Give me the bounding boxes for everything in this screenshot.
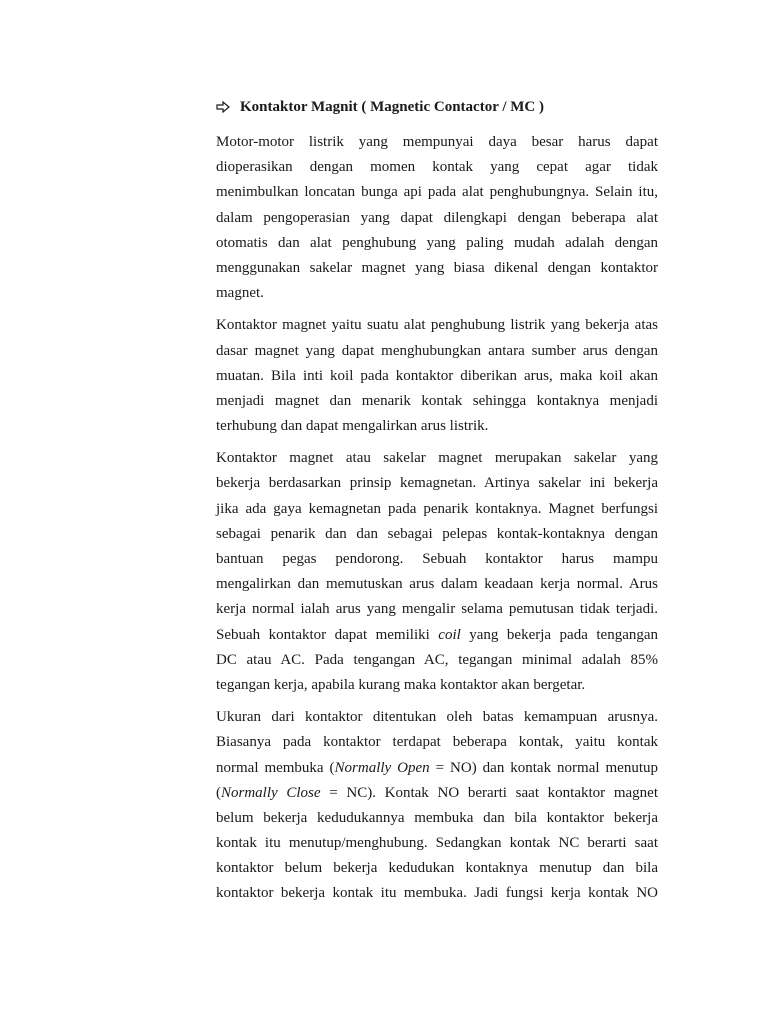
section-heading-text: Kontaktor Magnit ( Magnetic Contactor / MC ) (240, 99, 544, 115)
text-line: dioperasikan dengan momen kontak yang cepat agar tidak (216, 159, 658, 176)
text-line: sebagai penarik dan dan sebagai pelepas kontak-kontaknya dengan (216, 525, 658, 542)
text-line: menimbulkan loncatan bunga api pada alat penghubungnya. Selain itu, (216, 184, 658, 201)
arrow-right-icon (216, 101, 230, 113)
text-line: menjadi magnet dan menarik kontak sehingga kontaknya menjadi (216, 392, 658, 409)
text-line: dasar magnet yang dapat menghubungkan antara sumber arus dengan (216, 342, 658, 359)
text-line: DC atau AC. Pada tengangan AC, tegangan minimal adalah 85% (216, 651, 658, 668)
document-page (216, 96, 658, 914)
text-line (216, 623, 658, 648)
italic-term: Normally Close (221, 784, 321, 801)
text-line: muatan. Bila inti koil pada kontaktor diberikan arus, maka koil akan (216, 367, 658, 384)
text-run: Sebuah kontaktor dapat memiliki (216, 626, 439, 643)
section-heading (216, 96, 658, 118)
text-line: belum bekerja kedudukannya membuka dan bila kontaktor bekerja (216, 809, 658, 826)
text-line: magnet. (216, 285, 264, 302)
text-line: menggunakan sakelar magnet yang biasa dikenal dengan kontaktor (216, 259, 658, 276)
text-line: otomatis dan alat penghubung yang paling mudah adalah dengan (216, 234, 658, 251)
text-run: = NC). Kontak NO berarti saat kontaktor magnet (320, 784, 658, 801)
text-run: ( (216, 784, 221, 801)
text-line: bantuan pegas pendorong. Sebuah kontaktor harus mampu (216, 551, 658, 567)
italic-term: Normally Open (334, 759, 430, 776)
text-line: Kontaktor magnet atau sakelar magnet merupakan sakelar yang (216, 450, 658, 467)
paragraph (216, 446, 658, 698)
text-line: terhubung dan dapat mengalirkan arus listrik. (216, 418, 489, 435)
text-run: yang bekerja pada tengangan (460, 626, 659, 643)
text-line: kontak itu menutup/menghubung. Sedangkan kontak NC berarti saat (216, 835, 658, 852)
text-line: bekerja berdasarkan prinsip kemagnetan. Artinya sakelar ini bekerja (216, 475, 658, 492)
text-run: = NO) dan kontak normal menutup (429, 759, 658, 776)
text-run: normal membuka ( (216, 759, 335, 776)
text-line: jika ada gaya kemagnetan pada penarik kontaknya. Magnet berfungsi (216, 500, 658, 517)
text-line: Biasanya pada kontaktor terdapat beberapa kontak, yaitu kontak (216, 734, 658, 751)
text-line: dalam pengoperasian yang dapat dilengkapi dengan beberapa alat (216, 209, 658, 226)
text-line: Ukuran dari kontaktor ditentukan oleh batas kemampuan arusnya. (216, 709, 658, 726)
text-line: Kontaktor magnet yaitu suatu alat penghubung listrik yang bekerja atas (216, 317, 658, 334)
paragraph (216, 130, 658, 306)
italic-term: coil (438, 626, 461, 643)
text-line: kerja normal ialah arus yang mengalir selama pemutusan tidak terjadi. (216, 601, 658, 618)
paragraph (216, 705, 658, 907)
text-line: kontaktor bekerja kontak itu membuka. Jadi fungsi kerja kontak NO (216, 885, 658, 902)
text-line: kontaktor belum bekerja kedudukan kontaknya menutup dan bila (216, 860, 658, 877)
text-line (216, 756, 658, 781)
text-line: mengalirkan dan memutuskan arus dalam keadaan kerja normal. Arus (216, 576, 658, 593)
text-line (216, 781, 658, 806)
body-text (216, 130, 658, 907)
text-line: Motor-motor listrik yang mempunyai daya besar harus dapat (216, 134, 658, 150)
text-line: tegangan kerja, apabila kurang maka kontaktor akan bergetar. (216, 676, 586, 693)
paragraph (216, 313, 658, 439)
